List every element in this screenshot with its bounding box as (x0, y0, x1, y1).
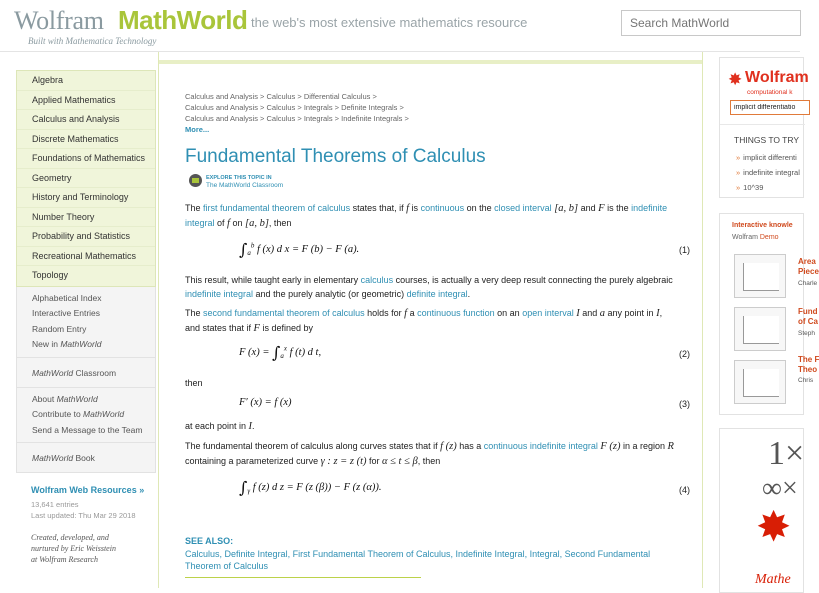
nav-book-suffix: Book (73, 453, 95, 463)
demo-author: Chris (798, 377, 814, 384)
equation-4: $\int_\gamma$ f (z) d z = F (z (β)) − F (z (α)). (239, 478, 382, 497)
equation-2: F $(x) = \int_a^x$ f (t) d t, (239, 343, 322, 362)
text: holds for (364, 308, 405, 318)
wolfram-web-resources-link[interactable]: Wolfram Web Resources » (31, 485, 145, 495)
demonstrations-heading: Interactive knowle (732, 222, 793, 229)
integral-sign: ∫ (239, 240, 248, 259)
promo-box[interactable] (719, 428, 804, 593)
text: of (214, 218, 228, 228)
spikey-icon: ✸ (756, 503, 792, 550)
equation-number: (1) (679, 245, 690, 255)
nav-alphabetical-index[interactable]: Alphabetical Index (32, 292, 102, 303)
text: . (467, 289, 471, 299)
text-then: then (185, 378, 203, 388)
text: is (409, 203, 421, 213)
nav-topic-calculus-and-analysis[interactable]: Calculus and Analysis (17, 110, 155, 130)
text: , then (417, 456, 441, 466)
text: for (366, 456, 383, 466)
main-content (158, 52, 703, 588)
equation-text: F′ (x) = f (x) (239, 397, 292, 408)
nav-topic-topology[interactable]: Topology (32, 270, 69, 280)
nav-mathworld-classroom[interactable] (17, 358, 155, 388)
text: on the (464, 203, 495, 213)
demo-title-line: Theo (798, 365, 818, 374)
text: and (579, 308, 600, 318)
try-item-label: 10^39 (743, 183, 764, 192)
breadcrumb[interactable]: Calculus and Analysis > Calculus > Differential Calculus > (185, 92, 377, 101)
equation-text: f (x) d x = F (b) − F (a). (256, 244, 360, 255)
site-tagline: the web's most extensive mathematics resource (251, 15, 528, 30)
equation-1: $\int_a^b$ f (x) d x = F (b) − F (a). (239, 240, 360, 259)
infinity-icon: ∞× (762, 473, 798, 504)
text: any point in (605, 308, 657, 318)
nav-about-mathworld-label: MathWorld (56, 393, 98, 404)
math-symbol: f (406, 203, 410, 214)
nav-contribute[interactable] (17, 407, 155, 423)
nav-about-mathworld[interactable] (17, 392, 155, 408)
topic-nav (16, 70, 156, 287)
math-symbol: I (576, 308, 580, 319)
nav-new-in-prefix: New in (32, 339, 61, 349)
nav-topic-foundations[interactable]: Foundations of Mathematics (17, 149, 155, 169)
logo-mathworld[interactable]: MathWorld (118, 5, 248, 35)
see-also-label: SEE ALSO: (185, 536, 234, 546)
link-indefinite-integral[interactable]: indefinite integral (185, 289, 254, 299)
math-symbol: f (z) (440, 441, 457, 452)
credits-line: at Wolfram Research (31, 555, 98, 564)
wolfram-alpha-input[interactable] (730, 100, 810, 115)
wolfram-alpha-logo[interactable]: Wolfram (745, 69, 809, 86)
text: , then (268, 218, 292, 228)
demo-thumbnail[interactable] (734, 254, 786, 298)
nav-contribute-prefix: Contribute to (32, 409, 84, 419)
paragraph-curves-theorem (185, 439, 677, 469)
text: courses, is actually a very deep result connecting the purely algebraic (393, 275, 673, 285)
nav-new-in-mathworld-label: MathWorld (60, 339, 102, 349)
breadcrumb-more-link[interactable]: More... (185, 125, 210, 134)
breadcrumb[interactable]: Calculus and Analysis > Calculus > Integrals > Definite Integrals > (185, 103, 404, 112)
math-symbol: α ≤ t ≤ β (382, 456, 418, 467)
demo-thumbnail[interactable] (734, 360, 786, 404)
divider (720, 124, 805, 125)
demo-title[interactable] (798, 257, 819, 277)
nav-index-links (16, 287, 156, 358)
math-symbol: [a, b] (554, 203, 579, 214)
math-symbol: F (598, 203, 605, 214)
nav-about-prefix: About (32, 393, 57, 404)
text: a (407, 308, 418, 318)
link-continuous-indefinite-integral[interactable]: continuous indefinite integral (483, 441, 598, 451)
link-indefinite-integral[interactable]: indefinite integral (185, 203, 668, 228)
logo-wolfram[interactable]: Wolfram (14, 6, 104, 35)
nav-topic-history[interactable]: History and Terminology (17, 188, 155, 208)
see-also-list: Calculus, Definite Integral, First Fundamental Theorem of Calculus, Indefinite Integral, Integral, Second Fundamental Theorem of Calculus (185, 549, 651, 571)
page-title: Fundamental Theorems of Calculus (185, 146, 486, 167)
demo-graph (743, 316, 779, 344)
logo-subtitle: Built with Mathematica Technology (28, 36, 157, 46)
text: states that, if (350, 203, 407, 213)
equation-number: (4) (679, 485, 690, 495)
things-to-try-label: THINGS TO TRY (734, 135, 800, 145)
nav-interactive-entries[interactable]: Interactive Entries (32, 308, 101, 318)
demo-author: Charle (798, 280, 818, 287)
wolfram-alpha-box (719, 57, 809, 198)
text: , and states that if (185, 308, 663, 333)
left-sidebar (16, 70, 156, 565)
nav-new-in-mathworld[interactable] (17, 337, 155, 353)
nav-classroom-box (16, 358, 156, 388)
link-calculus[interactable]: calculus (360, 275, 394, 285)
text-each-point: at each point in I. (185, 421, 255, 432)
demonstrations-subheading[interactable] (732, 234, 779, 241)
see-also-link[interactable]: Second Fundamental Theorem of Calculus (185, 549, 651, 571)
classroom-icon[interactable] (189, 174, 202, 187)
paragraph-first-theorem (185, 201, 677, 231)
try-item-label: implicit differenti (743, 153, 797, 162)
text: containing a parameterized curve (185, 456, 321, 466)
text: has a (456, 441, 484, 451)
credits-line: nurtured by Eric Weisstein (31, 544, 116, 553)
site-header (0, 0, 800, 52)
try-item[interactable] (736, 168, 800, 177)
section-divider (185, 577, 421, 578)
nav-topic-geometry[interactable]: Geometry (17, 169, 155, 189)
integral-sign: ∫ (239, 478, 248, 497)
link-continuous-function[interactable]: continuous function (417, 308, 495, 318)
explore-classroom-link[interactable]: The MathWorld Classroom (206, 182, 284, 189)
entries-count: 13,641 entries (31, 500, 79, 509)
text: The (185, 203, 204, 213)
nav-topic-applied-mathematics[interactable]: Applied Mathematics (17, 91, 155, 111)
math-symbol: R (667, 441, 674, 452)
demo-graph (743, 369, 779, 397)
demonstrations-box (719, 213, 819, 415)
demo-sub-link: Demo (759, 234, 779, 241)
nav-topic-recreational[interactable]: Recreational Mathematics (17, 247, 155, 267)
math-symbol: f (227, 218, 230, 229)
nav-topic-number-theory[interactable]: Number Theory (17, 208, 155, 228)
nav-contribute-mathworld-label: MathWorld (83, 409, 125, 419)
wolfram-alpha-subtitle: computational k (747, 89, 793, 96)
paragraph-second-theorem (185, 306, 677, 336)
demo-thumbnail[interactable] (734, 307, 786, 351)
demo-title-line: Piece (798, 267, 819, 276)
arrow-icon: » (736, 168, 741, 177)
demo-title-line: Area (798, 257, 816, 266)
link-first-fundamental-theorem[interactable]: first fundamental theorem of calculus (203, 203, 351, 213)
see-also-link[interactable]: Calculus (185, 549, 220, 559)
text: in a region (620, 441, 668, 451)
try-item[interactable] (736, 183, 763, 192)
text: at each point in (185, 421, 249, 431)
nav-topic-discrete-mathematics[interactable]: Discrete Mathematics (17, 130, 155, 150)
text: is the (604, 203, 632, 213)
search-input[interactable] (621, 10, 801, 36)
math-symbol: γ : z = z (t) (320, 456, 367, 467)
credits-line: Created, developed, and (31, 533, 109, 542)
math-symbol: I (248, 421, 253, 432)
main-top-bar (159, 60, 702, 64)
demo-title[interactable] (798, 355, 819, 375)
promo-text: Mathe (755, 572, 791, 587)
math-symbol: F (z) (600, 441, 621, 452)
equation-3 (239, 397, 292, 408)
demo-author: Steph (798, 330, 815, 337)
demo-title-line: Fund (798, 307, 818, 316)
nav-classroom-suffix: Classroom (73, 367, 117, 378)
paragraph-result (185, 273, 677, 301)
nav-send-message[interactable]: Send a Message to the Team (32, 424, 143, 435)
see-also-link[interactable]: First Fundamental Theorem of Calculus (292, 549, 451, 559)
nav-topic-probability[interactable]: Probability and Statistics (17, 227, 155, 247)
arrow-icon: » (736, 153, 741, 162)
equation-text: f (z) d z = F (z (β)) − F (z (α)). (252, 482, 382, 493)
demo-title-line: The F (798, 355, 819, 364)
nav-topic-algebra[interactable]: Algebra (17, 71, 155, 91)
math-symbol: I (656, 308, 660, 319)
see-also-link[interactable]: Definite Integral (224, 549, 288, 559)
text: on an (494, 308, 523, 318)
last-updated: Last updated: Thu Mar 29 2018 (31, 511, 136, 520)
text: and the purely analytic (or geometric) (253, 289, 407, 299)
explore-topic-label[interactable]: EXPLORE THIS TOPIC IN (206, 175, 272, 181)
text: The fundamental theorem of calculus along curves states that if (185, 441, 441, 451)
math-symbol: [a, b] (244, 218, 269, 229)
try-item[interactable] (736, 153, 797, 162)
nav-book-box (16, 443, 156, 473)
credits (16, 532, 156, 565)
equation-text: f (t) d t, (289, 347, 322, 358)
link-second-fundamental-theorem[interactable]: second fundamental theorem of calculus (203, 308, 365, 318)
math-symbol: F (253, 323, 260, 334)
equation-number: (2) (679, 349, 690, 359)
math-symbol: f (404, 308, 408, 319)
breadcrumb[interactable]: Calculus and Analysis > Calculus > Integrals > Indefinite Integrals > (185, 114, 409, 123)
math-symbol: a (599, 308, 606, 319)
link-definite-integral[interactable]: definite integral (406, 289, 468, 299)
nav-random-entry[interactable]: Random Entry (32, 323, 87, 334)
text: on (229, 218, 245, 228)
text: and (578, 203, 599, 213)
demo-title-line: of Ca (798, 317, 818, 326)
link-closed-interval[interactable]: closed interval (494, 203, 552, 213)
text: The (185, 308, 204, 318)
arrow-icon: » (736, 183, 741, 192)
demo-graph (743, 263, 779, 291)
integral-sign: ∫ (272, 343, 281, 362)
text: is defined by (259, 323, 314, 333)
nav-book-mathworld: MathWorld (32, 453, 74, 463)
equation-number: (3) (679, 399, 690, 409)
nav-mathworld-book[interactable] (17, 443, 155, 473)
nav-classroom-mathworld: MathWorld (32, 367, 74, 378)
text: This result, while taught early in elementary (185, 275, 361, 285)
see-also-link[interactable]: Integral (529, 549, 560, 559)
link-open-interval[interactable]: open interval (522, 308, 574, 318)
link-continuous[interactable]: continuous (420, 203, 465, 213)
demo-sub-prefix: Wolfram (732, 234, 760, 241)
demo-title[interactable] (798, 307, 818, 327)
promo-symbols-icon: 1× (768, 435, 805, 472)
try-item-label: indefinite integral (743, 168, 800, 177)
nav-about-links (16, 388, 156, 444)
see-also-link[interactable]: Indefinite Integral (455, 549, 525, 559)
wolfram-alpha-star-icon: ✸ (728, 70, 743, 89)
equation-text: F (x) = (239, 347, 273, 358)
